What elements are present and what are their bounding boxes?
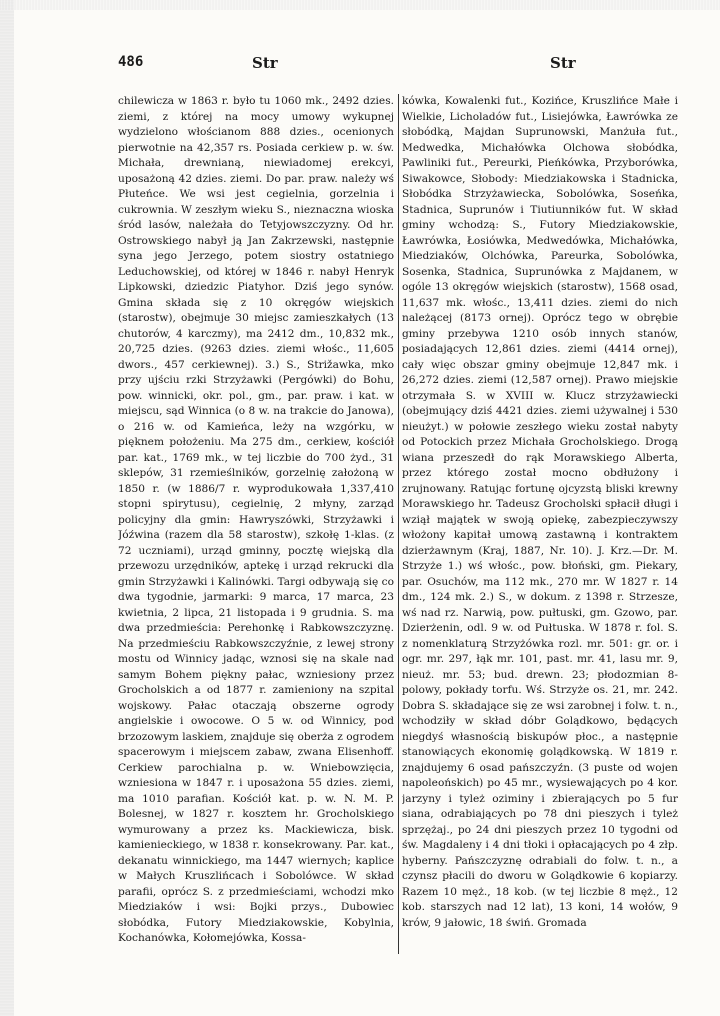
text-column-right (402, 94, 678, 956)
running-head-left: Str (252, 54, 278, 72)
running-head-right: Str (550, 54, 576, 72)
column-divider (398, 94, 399, 954)
scan-top-edge (0, 0, 720, 10)
scan-binding-edge (0, 0, 14, 1016)
column-left-text: chilewicza w 1863 r. było tu 1060 mk., 2492 dzies. ziemi, z której na mocy umowy wykupnej wydzielono włościanom 888 dzies., ocenionych pierwotnie na 42,357 rs. Posiada cerkiew p. w. św. Michała, drewnianą, niewiadomej erekcyi, uposażoną 42 dzies. ziemi. Do par. praw. należy wś Płuteńce. We wsi jest cegielnia, gorzelnia i cukrownia. W zeszłym wieku S., nieznaczna wioska śród lasów, należała do Tetyjowszczyzny. Od hr. Ostrowskiego nabył ją Jan Zakrzewski, następnie syna jego Jerzego, potem siostry ostatniego Leduchowskiej, od której w 1846 r. nabył Henryk Lipkowski, dziedzic Piatyhor. Dziś jego synów. Gmina składa się z 10 okręgów wiejskich (starostw), obejmuje 30 miejsc zamieszkałych (13 chutorów, 4 karczmy), ma 2412 dm., 10,832 mk., 20,725 dzies. (9263 dzies. ziemi włośc., 11,605 dwors., 457 cerkiewnej). 3.) S., Strižawka, mko przy ujściu rzki Strzyżawki (Pergówki) do Bohu, pow. winnicki, okr. pol., gm., par. praw. i kat. w miejscu, sąd Winnica (o 8 w. na trakcie do Janowa), o 216 w. od Kamieńca, leży na wzgórku, w pięknem położeniu. Ma 275 dm., cerkiew, kościół par. kat., 1769 mk., w tej liczbie do 700 żyd., 31 sklepów, 31 rzemieślników, gorzelnię założoną w 1850 r. (w 1886/7 r. wyprodukowała 1,337,410 stopni spirytusu), cegielnię, 2 młyny, zarząd policyjny dla gmin: Hawryszówki, Strzyżawki i Jóźwina (razem dla 58 starostw), szkołę 1-klas. (z 72 uczniami), urząd gminny, pocztę wiejską dla przewozu urzędników, aptekę i urząd rekrucki dla gmin Strzyżawki i Kalinówki. Targi odbywają się co dwa tygodnie, jarmarki: 9 marca, 17 marca, 23 kwietnia, 2 lipca, 21 listopada i 9 grudnia. S. ma dwa przedmieścia: Perehonkę i Rabkowszczyznę. Na przedmieściu Rabkowszczyźnie, z lewej strony mostu od Winnicy jadąc, wznosi się na skale nad samym Bohem piękny pałac, wzniesiony przez Grocholskich a od 1877 r. zamieniony na szpital wojskowy. Pałac otaczają obszerne ogrody angielskie i owocowe. O 5 w. od Winnicy, pod brzozowym laskiem, znajduje się oberża z ogrodem spacerowym i miejscem zabaw, zwana Elisenhoff. Cerkiew parochialna p. w. Wniebowzięcia, wzniesiona w 1847 r. i uposażona 55 dzies. ziemi, ma 1010 parafian. Kościół kat. p. w. N. M. P. Bolesnej, w 1827 r. kosztem hr. Grocholskiego wymurowany a przez ks. Mackiewicza, bisk. kamienieckiego, w 1838 r. konsekrowany. Par. kat., dekanatu winnickiego, ma 1447 wiernych; kaplice w Małych Kruszlińcach i Sobolówce. W skład parafii, oprócz S. z przedmieściami, wchodzi mko Miedziaków i wsi: Bojki przys., Dubowiec słobódka, Futory Miedziakowskie, Kobylnia, Kochanówka, Kołomejówka, Kossa- (118, 95, 394, 944)
page-header (118, 54, 673, 74)
text-column-left (118, 94, 394, 956)
column-right-text: kówka, Kowalenki fut., Kozińce, Kruszlińce Małe i Wielkie, Licholadów fut., Lisiejówka, Ławrówka ze słobódką, Majdan Suprunowski, Manżuła fut., Medwedka, Michałówka Olchowa słobódka, Pawliniki fut., Pereurki, Pieńkówka, Przyborówka, Siwakowce, Słobody: Miedziakowska i Stadnicka, Słobódka Strzyżawiecka, Sobolówka, Soseńka, Stadnica, Suprunów i Tiutiunników fut. W skład gminy wchodzą: S., Futory Miedziakowskie, Ławrówka, Łosiówka, Medwedówka, Michałówka, Miedziaków, Olchówka, Pareurka, Sobolówka, Sosenka, Stadnica, Suprunówka z Majdanem, w ogóle 13 okręgów wiejskich (starostw), 1568 osad, 11,637 mk. włośc., 13,411 dzies. ziemi do nich należącej (8173 ornej). Oprócz tego w obrębie gminy przebywa 1210 osób innych stanów, posiadających 12,861 dzies. ziemi (4414 ornej), cały więc obszar gminy obejmuje 12,847 mk. i 26,272 dzies. ziemi (12,587 ornej). Prawo miejskie otrzymała S. w XVIII w. Klucz strzyżawiecki (obejmujący dziś 4421 dzies. ziemi używalnej i 530 nieużyt.) w połowie zeszłego wieku został nabyty od Potockich przez Michała Grocholskiego. Drogą wiana przeszedł do rąk Morawskiego Alberta, przez którego został mocno obdłużony i zrujnowany. Ratując fortunę ojcyzstą bliski krewny Morawskiego hr. Tadeusz Grocholski spłacił długi i wziął majątek w swoją opiekę, zabezpieczywszy włożony kapitał umową zastawną i kontraktem dzierżawnym (Kraj, 1887, Nr. 10). J. Krz.—Dr. M. Strzyże 1.) wś włośc., pow. błoński, gm. Piekary, par. Osuchów, ma 112 mk., 270 mr. W 1827 r. 14 dm., 124 mk. 2.) S., w dokum. z 1398 r. Strzesze, wś nad rz. Narwią, pow. pułtuski, gm. Gzowo, par. Dzierżenin, odl. 9 w. od Pułtuska. W 1878 r. fol. S. z nomenklaturą Strzyżówka rozl. mr. 501: gr. or. i ogr. mr. 297, łąk mr. 101, past. mr. 41, lasu mr. 9, nieuż. mr. 53; bud. drewn. 23; płodozmian 8-polowy, pokłady torfu. Wś. Strzyże os. 21, mr. 242. Dobra S. składające się ze wsi zarobnej i folw. t. n., wchodziły w skład dóbr Golądkowo, będących niegdyś własnością biskupów płoc., a następnie stanowiących ekonomię golądkowską. W 1819 r. znajdujemy 6 osad pańszczyźn. (3 puste od wojen napoleońskich) po 45 mr., wysiewających po 4 kor. jarzyny i tyleż oziminy i zbierających po 5 fur siana, odrabiających po 78 dni pieszych i tyleż sprzężaj., po 24 dni pieszych przez 10 tygodni od św. Magdaleny i 4 dni tłoki i opłacających po 4 złp. hyberny. Pańszczyznę odrabiali do folw. t. n., a czynsz płacili do dworu w Golądkowie 6 kopiarzy. Razem 10 męż., 18 kob. (w tej liczbie 8 męż., 12 kob. starszych nad 12 lat), 13 koni, 14 wołów, 9 krów, 9 jałowic, 18 świń. Gromada (402, 95, 678, 929)
page-number: 486 (118, 54, 144, 70)
